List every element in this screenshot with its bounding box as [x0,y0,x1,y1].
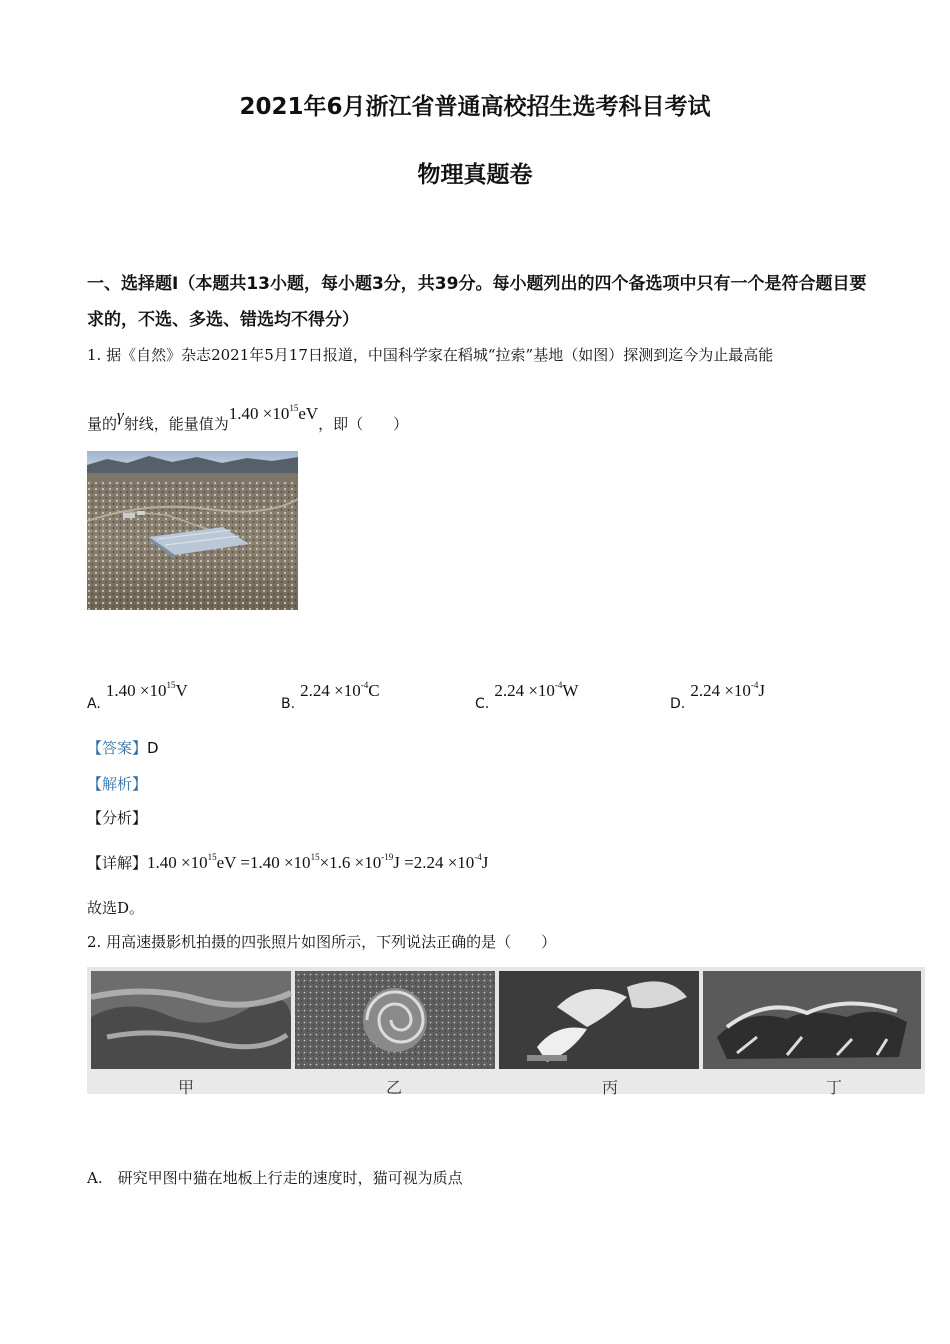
gamma-symbol: γ [117,406,124,425]
detail-tag: 【详解】 [87,854,148,872]
exam-title: 2021年6月浙江省普通高校招生选考科目考试 [239,94,711,120]
option-a-value [106,681,188,700]
option-a-label: A. [87,696,101,712]
panel-label-yi: 乙 [386,1078,403,1097]
option-a-exponent: 15 [166,680,176,690]
q1-option-c[interactable] [475,680,579,712]
q1-line2-mid: 射线，能量值为 [123,415,229,433]
landscape-illustration [87,451,298,610]
detail-part4: J =2.24 ×10 [393,853,475,872]
detail-part2: eV =1.40 ×10 [216,853,311,872]
option-b-mantissa: 2.24 ×10 [300,681,361,700]
panel-label-jia: 甲 [178,1078,195,1097]
option-c-value [494,681,578,700]
option-b-exponent: -4 [360,680,369,690]
photo-strip-illustration [87,967,925,1094]
answer-line [87,738,159,758]
option-d-label: D. [670,696,686,712]
answer-tag: 【答案】 [87,739,148,757]
energy-exponent: 15 [289,403,299,413]
option-a-mantissa: 1.40 ×10 [105,681,167,700]
exam-subtitle: 物理真题卷 [417,162,533,188]
option-d-exponent: -4 [750,680,759,690]
detail-exp4: -4 [474,852,482,862]
option-d-value [690,681,765,700]
detail-part3: ×1.6 ×10 [319,853,382,872]
fenxi-tag: 【分析】 [87,809,148,827]
option-b-label: B. [281,696,296,712]
q1-stem-line2 [87,398,409,433]
detail-exp2: 15 [310,852,320,862]
q1-line2-prefix: 量的 [87,415,118,433]
panel-label-bing: 丙 [602,1078,619,1097]
option-a-unit: V [175,681,188,700]
option-c-label: C. [475,696,490,712]
panel-label-ding: 丁 [826,1078,843,1097]
detail-exp3: -19 [381,852,394,862]
q2-stem: 2. 用高速摄影机拍摄的四张照片如图所示，下列说法正确的是（ ） [87,933,557,951]
option-b-value [300,681,379,700]
analysis-tag: 【解析】 [87,775,148,793]
q1-option-b[interactable] [281,680,380,712]
q1-energy-value [229,404,318,423]
lhaaso-site-photo [87,451,298,610]
detail-part1: 1.40 ×10 [147,853,208,872]
section-heading: 一、选择题Ⅰ（本题共13小题，每小题3分，共39分。每小题列出的四个备选项中只有一个是符合题目要求的，不选、多选、错选均不得分） [87,274,867,330]
high-speed-photos [87,967,925,1094]
q1-option-d[interactable] [670,680,766,712]
option-b-unit: C [368,681,380,700]
answer-value: D [147,739,159,757]
conclusion: 故选D。 [87,899,145,917]
detail-exp1: 15 [207,852,217,862]
option-d-unit: J [758,681,766,700]
q1-stem-line1: 1. 据《自然》杂志2021年5月17日报道，中国科学家在稻城“拉索”基地（如图）探测到迄今为止最高能 [87,346,774,364]
detail-equation [147,853,488,872]
option-d-mantissa: 2.24 ×10 [690,681,751,700]
option-c-unit: W [562,681,579,700]
detail-part5: J [481,853,489,872]
option-c-exponent: -4 [554,680,563,690]
q1-option-a[interactable] [87,680,188,712]
q2-option-a[interactable]: A. 研究甲图中猫在地板上行走的速度时，猫可视为质点 [87,1169,463,1187]
energy-unit: eV [298,404,319,423]
option-c-mantissa: 2.24 ×10 [494,681,555,700]
detail-line [87,852,488,873]
energy-mantissa: 1.40 ×10 [228,404,290,423]
q1-line2-suffix: ，即（ ） [318,415,409,433]
